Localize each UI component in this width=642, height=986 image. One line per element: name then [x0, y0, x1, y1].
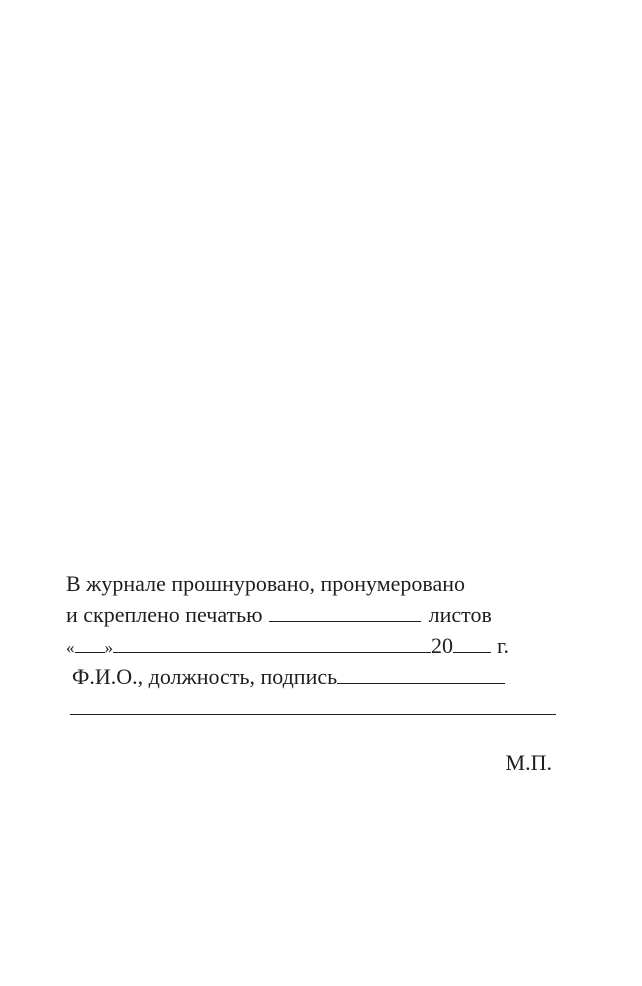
date-line — [66, 630, 558, 661]
signature-continuation-blank — [70, 692, 556, 715]
signature-continuation-line — [66, 692, 558, 723]
year-suffix: г. — [497, 633, 510, 658]
seal-label: М.П. — [505, 750, 552, 775]
certification-line-2 — [66, 599, 558, 630]
date-open-quote: « — [66, 638, 75, 657]
certification-text-stitched: В журнале прошнуровано, пронумеровано — [66, 571, 466, 596]
date-close-quote: » — [104, 638, 113, 657]
month-blank — [113, 630, 431, 653]
certification-line-1 — [66, 568, 558, 599]
day-blank — [75, 630, 105, 653]
journal-certification-block — [66, 568, 558, 778]
seal-line — [66, 747, 558, 778]
signature-line — [66, 661, 558, 692]
year-prefix: 20 — [431, 633, 453, 658]
sheets-label: листов — [428, 602, 492, 627]
sheet-count-blank — [269, 599, 421, 622]
year-blank — [453, 630, 491, 653]
signature-label: Ф.И.О., должность, подпись — [72, 664, 338, 689]
signature-blank — [337, 661, 505, 684]
sealed-text: и скреплено печатью — [66, 602, 263, 627]
